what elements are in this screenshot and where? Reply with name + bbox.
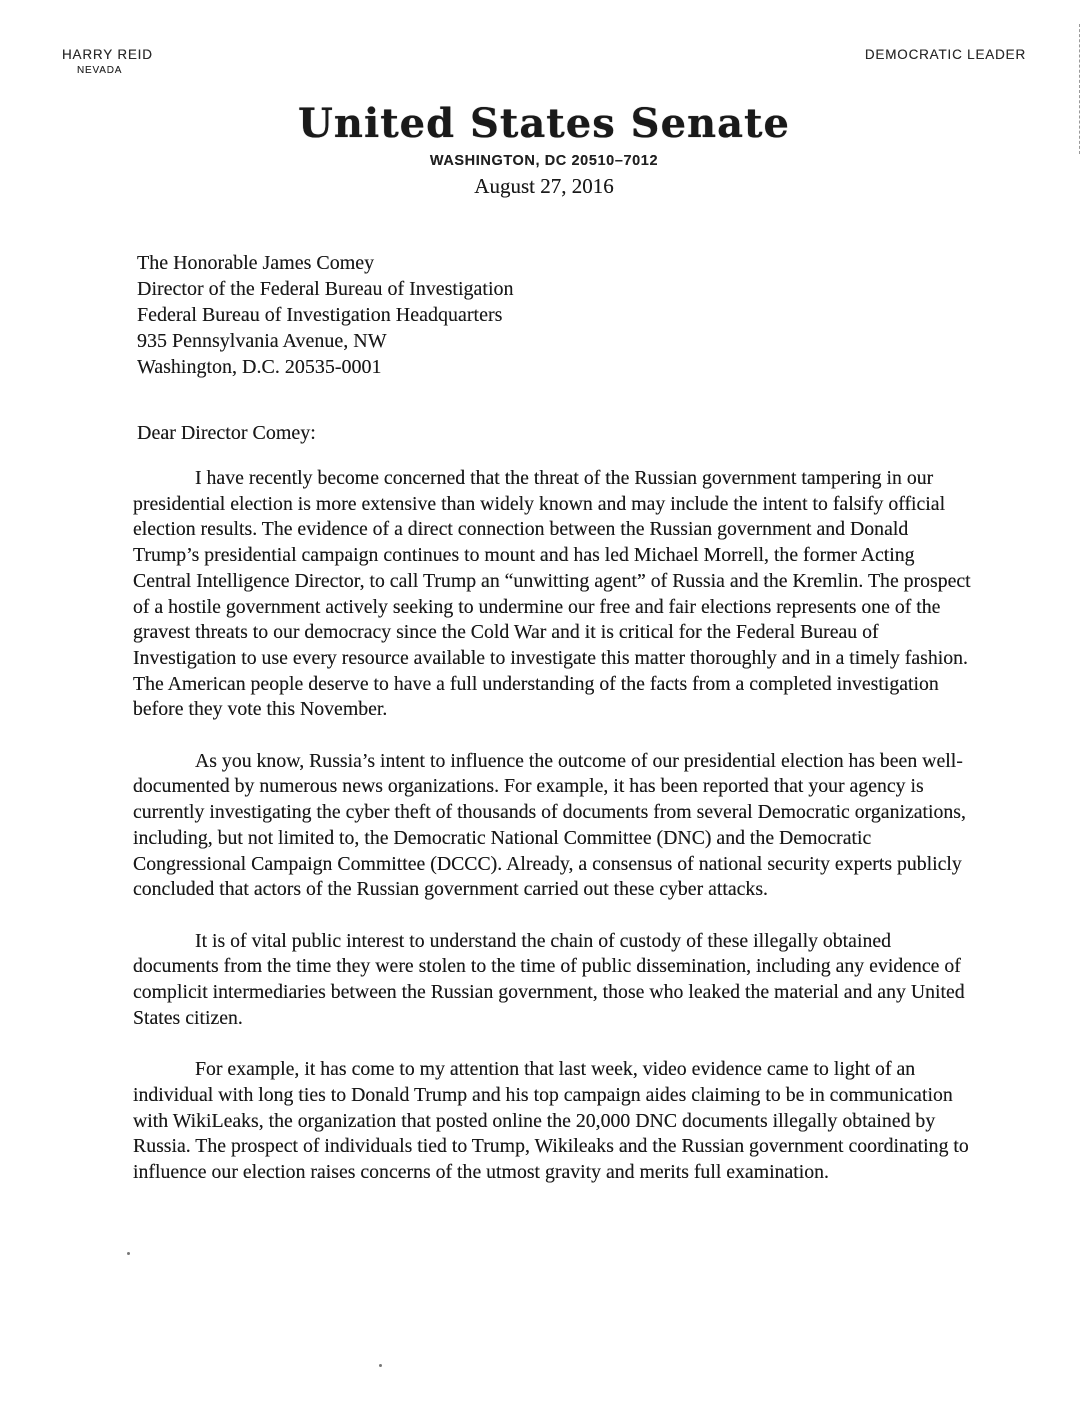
salutation: Dear Director Comey: [137, 422, 316, 444]
scan-speck [379, 1364, 382, 1367]
sender-state: NEVADA [77, 65, 123, 76]
recipient-block [137, 250, 514, 380]
recipient-line: Director of the Federal Bureau of Investigation [137, 278, 514, 300]
sender-name: HARRY REID [62, 47, 153, 62]
scan-speck [127, 1252, 130, 1255]
letterhead-address: WASHINGTON, DC 20510–7012 [429, 153, 659, 169]
sender-block [62, 47, 153, 76]
recipient-line: 935 Pennsylvania Avenue, NW [137, 330, 387, 352]
paragraph: For example, it has come to my attention that last week, video evidence came to light of an individual with long ties to Donald Trump and his top campaign aides claiming to be in communication with WikiLeaks, the organization that posted online the 20,000 DNC documents illegally obtained by Russia. The prospect of individuals tied to Trump, Wikileaks and the Russian government coordinating to influence our election raises concerns of the utmost gravity and merits full examination. [133, 1058, 969, 1183]
recipient-line: Washington, D.C. 20535-0001 [137, 356, 382, 378]
letter-body [133, 466, 971, 1211]
letter-date: August 27, 2016 [474, 174, 614, 198]
scan-edge-artifact [1079, 24, 1080, 154]
paragraph: As you know, Russia’s intent to influence the outcome of our presidential election has been well-documented by numerous news organizations. For example, it has been reported that your agency is currently investigating the cyber theft of thousands of documents from several Democratic organizations, including, but not limited to, the Democratic National Committee (DNC) and the Democratic Congressional Campaign Committee (DCCC). Already, a consensus of national security experts publicly concluded that actors of the Russian government carried out these cyber attacks. [133, 749, 966, 901]
paragraph: I have recently become concerned that the threat of the Russian government tampering in our presidential election is more extensive than widely known and may include the intent to falsify official election results. The evidence of a direct connection between the Russian government and Donald Trump’s presidential campaign continues to mount and has led Michael Morrell, the former Acting Central Intelligence Director, to call Trump an “unwitting agent” of Russia and the Kremlin. The prospect of a hostile government actively seeking to undermine our free and fair elections represents one of the gravest threats to our democracy since the Cold War and it is critical for the Federal Bureau of Investigation to use every resource available to investigate this matter thoroughly and in a timely fashion. The American people deserve to have a full understanding of the facts from a completed investigation before they vote this November. [133, 467, 971, 721]
sender-role: DEMOCRATIC LEADER [864, 47, 1026, 62]
recipient-line: Federal Bureau of Investigation Headquarters [137, 304, 503, 326]
recipient-line: The Honorable James Comey [137, 252, 375, 274]
letterhead-title: United States Senate [298, 100, 790, 147]
paragraph: It is of vital public interest to understand the chain of custody of these illegally obtained documents from the time they were stolen to the time of public dissemination, including any evidence of complicit intermediaries between the Russian government, those who leaked the material and any United States citizen. [133, 929, 965, 1029]
